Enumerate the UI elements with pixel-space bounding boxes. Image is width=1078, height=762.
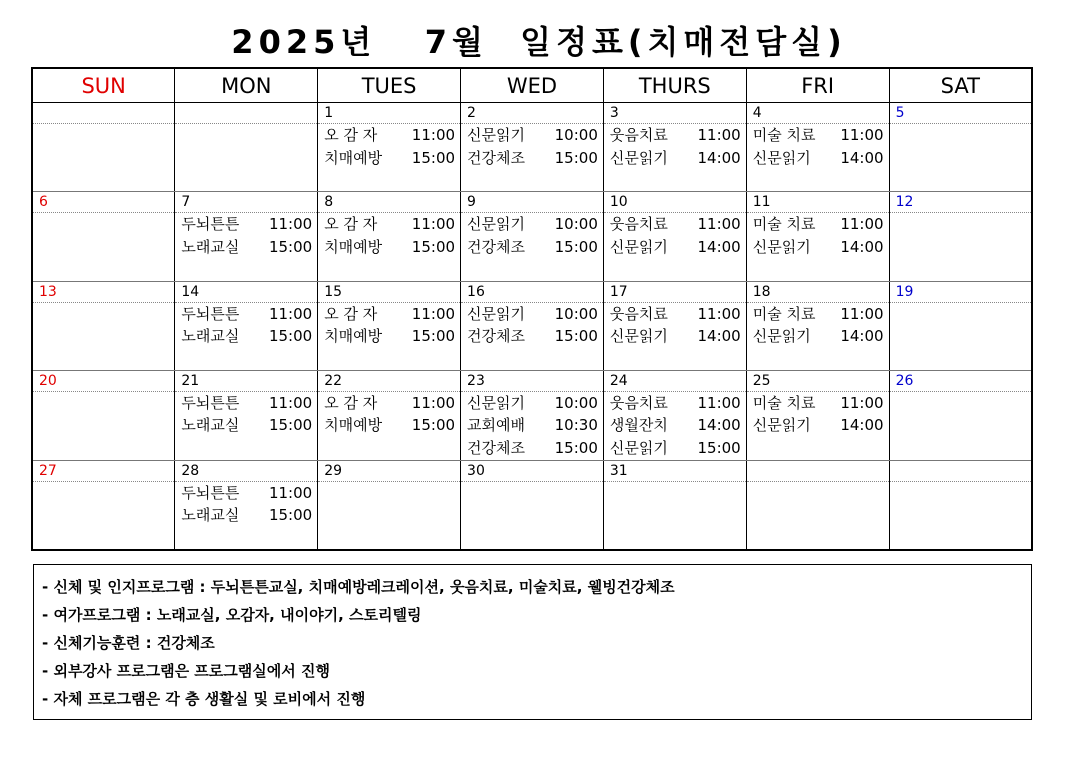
program-name: 건강체조	[467, 148, 525, 167]
program-time: 11:00	[840, 215, 884, 234]
day-cell	[746, 281, 889, 370]
week-row	[32, 103, 1032, 192]
weekday-header-tues: TUES	[318, 68, 461, 103]
weekday-header-mon: MON	[175, 68, 318, 103]
date-number: 25	[747, 371, 889, 392]
program-time: 15:00	[411, 148, 456, 167]
date-number: 19	[890, 282, 1031, 303]
program-name: 신문읽기	[609, 148, 668, 167]
program-time: 14:00	[697, 327, 741, 346]
program-time: 11:00	[840, 126, 884, 144]
program-time: 14:00	[697, 416, 741, 435]
program-time: 11:00	[697, 215, 741, 234]
program-name: 노래교실	[181, 506, 240, 525]
date-number	[747, 461, 889, 482]
schedule-entry	[318, 124, 460, 147]
program-name: 신문읽기	[752, 416, 811, 435]
program-time: 15:00	[554, 237, 598, 256]
program-time: 11:00	[411, 304, 456, 323]
program-time: 14:00	[840, 148, 884, 167]
day-cell	[175, 281, 318, 370]
weekday-header-sat: SAT	[889, 68, 1032, 103]
schedule-entry	[604, 325, 746, 348]
day-cell	[461, 460, 604, 550]
weekday-header-row	[32, 68, 1032, 103]
program-time: 14:00	[697, 148, 741, 167]
date-number: 3	[604, 103, 746, 124]
day-cell	[603, 281, 746, 370]
program-name: 노래교실	[181, 327, 240, 346]
schedule-entry	[747, 303, 889, 326]
day-cell	[603, 192, 746, 281]
program-name: 건강체조	[467, 438, 525, 457]
date-number: 26	[890, 371, 1031, 392]
date-number: 8	[318, 192, 460, 213]
program-name: 교회예배	[467, 416, 525, 435]
program-time: 14:00	[840, 237, 884, 256]
schedule-entry	[747, 213, 889, 236]
program-time: 14:00	[697, 237, 741, 256]
date-number: 22	[318, 371, 460, 392]
schedule-entry	[747, 392, 889, 415]
schedule-entry	[461, 213, 603, 236]
schedule-entry	[461, 236, 603, 259]
program-time: 11:00	[840, 393, 884, 412]
week-row	[32, 370, 1032, 460]
program-name: 신문읽기	[467, 304, 525, 323]
day-cell	[32, 192, 175, 281]
page-title: 2025년 7월 일정표(치매전담실)	[231, 23, 847, 61]
program-name: 웃음치료	[609, 304, 668, 323]
program-note: - 신체기능훈련 : 건강체조	[42, 634, 215, 652]
program-time: 11:00	[840, 304, 884, 323]
program-time: 11:00	[268, 483, 313, 502]
schedule-entry	[747, 236, 889, 259]
day-cell	[318, 103, 461, 192]
day-cell	[746, 192, 889, 281]
program-time: 11:00	[697, 304, 741, 323]
program-name: 치매예방	[324, 148, 383, 167]
program-time: 15:00	[268, 327, 313, 346]
schedule-entry	[175, 303, 317, 326]
schedule-entry	[175, 236, 317, 259]
date-number: 6	[33, 192, 174, 213]
date-number: 9	[461, 192, 603, 213]
date-number: 31	[604, 461, 746, 482]
schedule-entry	[175, 325, 317, 348]
schedule-entry	[318, 325, 460, 348]
calendar-table	[31, 67, 1033, 551]
schedule-entry	[175, 414, 317, 437]
day-cell	[889, 460, 1032, 550]
day-cell	[175, 192, 318, 281]
date-number: 12	[890, 192, 1031, 213]
date-number: 5	[890, 103, 1031, 124]
program-name: 건강체조	[467, 237, 525, 256]
program-name: 신문읽기	[752, 327, 811, 346]
program-name: 미술 치료	[752, 126, 816, 144]
program-note: - 외부강사 프로그램은 프로그램실에서 진행	[42, 662, 330, 680]
program-time: 15:00	[411, 416, 456, 435]
program-name: 웃음치료	[609, 126, 668, 144]
program-note: - 여가프로그램 : 노래교실, 오감자, 내이야기, 스토리텔링	[42, 606, 422, 624]
schedule-entry	[747, 124, 889, 147]
date-number: 27	[33, 461, 174, 482]
program-time: 15:00	[554, 148, 598, 167]
day-cell	[32, 281, 175, 370]
schedule-entry	[604, 392, 746, 415]
day-cell	[318, 370, 461, 460]
day-cell	[318, 281, 461, 370]
schedule-entry	[175, 213, 317, 236]
weekday-header-sun: SUN	[32, 68, 175, 103]
schedule-entry	[318, 213, 460, 236]
program-name: 신문읽기	[467, 393, 525, 412]
date-number: 28	[175, 461, 317, 482]
schedule-entry	[318, 147, 460, 170]
schedule-entry	[747, 414, 889, 437]
day-cell	[32, 460, 175, 550]
program-time: 10:00	[554, 393, 598, 412]
program-name: 웃음치료	[609, 393, 668, 412]
date-number: 13	[33, 282, 174, 303]
date-number: 16	[461, 282, 603, 303]
program-time: 14:00	[840, 327, 884, 346]
program-name: 두뇌튼튼	[181, 393, 240, 412]
program-name: 노래교실	[181, 237, 240, 256]
date-number: 29	[318, 461, 460, 482]
day-cell	[603, 460, 746, 550]
day-cell	[461, 192, 604, 281]
weekday-header-wed: WED	[461, 68, 604, 103]
date-number: 2	[461, 103, 603, 124]
schedule-entry	[461, 437, 603, 460]
schedule-entry	[461, 325, 603, 348]
program-time: 15:00	[411, 327, 456, 346]
program-time: 10:00	[554, 304, 598, 323]
schedule-entry	[461, 392, 603, 415]
program-name: 건강체조	[467, 327, 525, 346]
program-time: 11:00	[268, 304, 313, 323]
schedule-entry	[461, 147, 603, 170]
day-cell	[461, 103, 604, 192]
day-cell	[889, 103, 1032, 192]
date-number: 4	[747, 103, 889, 124]
program-note: - 신체 및 인지프로그램 : 두뇌튼튼교실, 치매예방레크레이션, 웃음치료, 미술치료, 웰빙건강체조	[42, 578, 675, 596]
program-name: 신문읽기	[752, 148, 811, 167]
schedule-entry	[461, 303, 603, 326]
program-notes-box	[33, 564, 1032, 720]
day-cell	[746, 460, 889, 550]
schedule-entry	[175, 482, 317, 505]
schedule-entry	[175, 504, 317, 527]
day-cell	[603, 370, 746, 460]
date-number: 18	[747, 282, 889, 303]
schedule-entry	[747, 325, 889, 348]
program-name: 신문읽기	[609, 327, 668, 346]
day-cell	[175, 370, 318, 460]
day-cell	[461, 281, 604, 370]
schedule-entry	[175, 392, 317, 415]
program-name: 두뇌튼튼	[181, 215, 240, 234]
date-number: 11	[747, 192, 889, 213]
program-name: 신문읽기	[467, 215, 525, 234]
schedule-entry	[318, 392, 460, 415]
program-name: 신문읽기	[609, 438, 668, 457]
date-number	[890, 461, 1031, 482]
date-number: 7	[175, 192, 317, 213]
schedule-entry	[604, 437, 746, 460]
schedule-entry	[604, 147, 746, 170]
schedule-entry	[318, 236, 460, 259]
program-time: 15:00	[697, 438, 741, 457]
program-note: - 자체 프로그램은 각 층 생활실 및 로비에서 진행	[42, 690, 366, 708]
program-time: 10:30	[554, 416, 598, 435]
program-name: 신문읽기	[752, 237, 811, 256]
date-number: 23	[461, 371, 603, 392]
date-number: 17	[604, 282, 746, 303]
schedule-entry	[461, 124, 603, 147]
program-time: 15:00	[268, 506, 313, 525]
date-number: 21	[175, 371, 317, 392]
day-cell	[889, 281, 1032, 370]
program-time: 11:00	[697, 393, 741, 412]
program-time: 10:00	[554, 126, 598, 144]
schedule-entry	[318, 303, 460, 326]
program-name: 치매예방	[324, 327, 383, 346]
schedule-entry	[604, 124, 746, 147]
program-name: 생월잔치	[609, 416, 668, 435]
program-time: 11:00	[697, 126, 741, 144]
program-time: 11:00	[268, 393, 313, 412]
program-name: 두뇌튼튼	[181, 304, 240, 323]
date-number: 15	[318, 282, 460, 303]
day-cell	[318, 192, 461, 281]
program-time: 15:00	[268, 416, 313, 435]
date-number: 10	[604, 192, 746, 213]
schedule-entry	[604, 414, 746, 437]
schedule-entry	[604, 303, 746, 326]
program-name: 노래교실	[181, 416, 240, 435]
program-time: 10:00	[554, 215, 598, 234]
program-name: 오 감 자	[324, 393, 378, 412]
program-time: 15:00	[411, 237, 456, 256]
program-name: 오 감 자	[324, 215, 378, 234]
date-number: 14	[175, 282, 317, 303]
program-name: 오 감 자	[324, 126, 378, 144]
date-number: 20	[33, 371, 174, 392]
week-row	[32, 281, 1032, 370]
day-cell	[175, 460, 318, 550]
program-time: 11:00	[411, 215, 456, 234]
day-cell	[175, 103, 318, 192]
weekday-header-thurs: THURS	[603, 68, 746, 103]
date-number	[33, 103, 174, 124]
program-name: 오 감 자	[324, 304, 378, 323]
week-row	[32, 192, 1032, 281]
day-cell	[318, 460, 461, 550]
date-number	[175, 103, 317, 124]
day-cell	[32, 370, 175, 460]
day-cell	[746, 103, 889, 192]
program-name: 미술 치료	[752, 215, 816, 234]
schedule-entry	[604, 213, 746, 236]
schedule-entry	[604, 236, 746, 259]
program-name: 웃음치료	[609, 215, 668, 234]
day-cell	[889, 370, 1032, 460]
day-cell	[889, 192, 1032, 281]
program-time: 11:00	[268, 215, 313, 234]
program-name: 미술 치료	[752, 304, 816, 323]
day-cell	[32, 103, 175, 192]
date-number: 24	[604, 371, 746, 392]
program-time: 15:00	[268, 237, 313, 256]
calendar-body	[32, 103, 1032, 551]
date-number: 1	[318, 103, 460, 124]
week-row	[32, 460, 1032, 550]
program-name: 두뇌튼튼	[181, 483, 240, 502]
schedule-entry	[747, 147, 889, 170]
weekday-header-fri: FRI	[746, 68, 889, 103]
date-number: 30	[461, 461, 603, 482]
program-name: 미술 치료	[752, 393, 816, 412]
program-time: 15:00	[554, 327, 598, 346]
schedule-entry	[318, 414, 460, 437]
program-time: 11:00	[411, 126, 456, 144]
day-cell	[603, 103, 746, 192]
schedule-entry	[461, 414, 603, 437]
program-name: 신문읽기	[467, 126, 525, 144]
program-time: 15:00	[554, 438, 598, 457]
program-name: 치매예방	[324, 237, 383, 256]
program-time: 11:00	[411, 393, 456, 412]
day-cell	[746, 370, 889, 460]
program-time: 14:00	[840, 416, 884, 435]
program-name: 신문읽기	[609, 237, 668, 256]
day-cell	[461, 370, 604, 460]
program-name: 치매예방	[324, 416, 383, 435]
